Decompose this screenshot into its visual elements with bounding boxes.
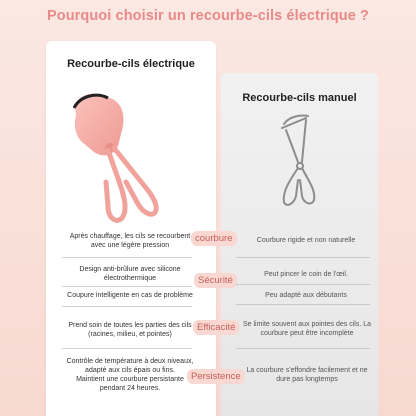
electric-courbure-line-1: Après chauffage, les cils se recourbent <box>69 233 191 240</box>
divider <box>62 286 192 287</box>
electric-persistence-line-2: adapté aux cils épais ou fins. <box>85 367 175 374</box>
manual-securite-extra-line: Peu adapté aux débutants <box>265 292 347 299</box>
electric-securite-line-1: Design anti-brûlure avec silicone <box>79 266 181 273</box>
divider <box>62 348 192 349</box>
criterion-courbure: courbure <box>191 231 237 246</box>
manual-efficacite-line-2: courbure peut être incomplète <box>260 330 354 337</box>
page-title: Pourquoi choisir un recourbe-cils électrique ? <box>46 8 370 24</box>
manual-efficacite-line-1: Se limite souvent aux pointes des cils. La <box>242 321 371 328</box>
manual-securite-line-1: Peut pincer le coin de l'œil. <box>264 271 348 278</box>
electric-persistence-text <box>54 357 206 393</box>
electric-securite-extra-line: Coupure intelligente en cas de problème <box>67 292 193 299</box>
manual-persistence-line-1: La courbure s'effondre facilement et ne <box>246 367 368 374</box>
criterion-efficacite: Efficacité <box>193 320 239 335</box>
electric-efficacite-line-1: Prend soin de toutes les parties des cils <box>68 322 192 329</box>
electric-persistence-line-4: pendant 24 heures. <box>99 385 161 392</box>
manual-persistence-line-2: dure pas longtemps <box>276 376 338 383</box>
manual-persistence-text <box>236 366 378 384</box>
electric-securite-extra <box>54 291 206 300</box>
electric-persistence-line-1: Contrôle de température à deux niveaux, <box>66 358 194 365</box>
divider <box>236 257 370 258</box>
electric-courbure-text <box>54 232 206 250</box>
divider <box>236 304 370 305</box>
electric-persistence-line-3: Maintient une courbure persistante <box>76 376 184 383</box>
electric-efficacite-line-2: (racines, milieu, et pointes) <box>88 331 172 338</box>
electric-securite-text <box>54 265 206 283</box>
manual-efficacite-text <box>236 320 378 338</box>
manual-courbure-line-1: Courbure rigide et non naturelle <box>256 237 356 244</box>
electric-securite-line-2: électrothermique <box>103 275 157 282</box>
electric-card-title: Recourbe-cils électrique <box>67 58 195 70</box>
manual-courbure-text <box>236 236 376 245</box>
criterion-securite: Sécurité <box>194 273 237 288</box>
divider <box>236 348 370 349</box>
manual-securite-text <box>236 270 376 279</box>
divider <box>236 284 370 285</box>
electric-eyelash-curler-icon <box>62 86 182 226</box>
manual-securite-extra <box>236 291 376 300</box>
divider <box>62 306 192 307</box>
criterion-persistence: Persistence <box>187 369 245 384</box>
divider <box>62 257 192 258</box>
manual-card-title: Recourbe-cils manuel <box>242 92 357 104</box>
electric-courbure-line-2: avec une légère pression <box>90 242 170 249</box>
electric-efficacite-text <box>54 321 206 339</box>
manual-eyelash-curler-icon <box>272 110 332 210</box>
